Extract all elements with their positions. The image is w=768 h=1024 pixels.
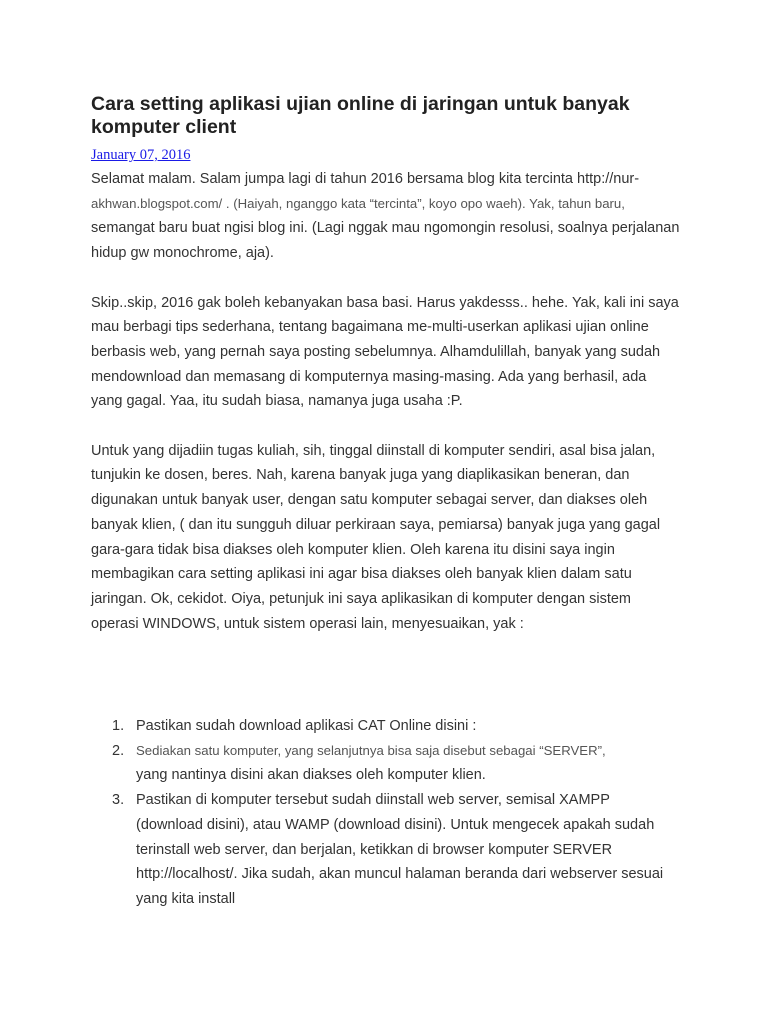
article [91,93,691,907]
paragraph-line: tunjukin ke dosen, beres. Nah, karena banyak juga yang diaplikasikan beneran, dan [91,467,630,484]
article-title: Cara setting aplikasi ujian online di jaringan untuk banyak komputer client [91,93,630,138]
paragraph-line: jaringan. Ok, cekidot. Oiya, petunjuk ini saya aplikasikan di komputer dengan sistem [91,590,632,607]
step-line: yang nantinya disini akan diakses oleh komputer klien. [136,767,486,784]
paragraph-line: mau berbagi tips sederhana, tentang bagaimana me-multi-userkan aplikasi ujian online [91,319,649,336]
paragraph-line: gara-gara tidak bisa diakses oleh komputer klien. Oleh karena itu disini saya ingin [91,541,615,558]
paragraph-intro [91,167,691,266]
step-line: Pastikan di komputer tersebut sudah diinstall web server, semisal XAMPP [136,792,610,809]
paragraph-line: banyak klien, ( dan itu sungguh diluar perkiraan saya, pemiarsa) banyak juga yang gagal [91,516,661,533]
steps-list [112,714,672,912]
step-number: 1. [112,718,125,734]
paragraph-line: hidup gw monochrome, aja). [91,245,274,262]
list-item [112,788,672,912]
step-line: yang kita install [136,890,236,907]
paragraph-line: berbasis web, yang pernah saya posting sebelumnya. Alhamdulillah, banyak yang sudah [91,343,661,360]
paragraph-line: yang gagal. Yaa, itu sudah biasa, namanya juga usaha :P. [91,393,463,410]
list-item [112,714,672,739]
paragraph-explanation [91,439,691,637]
step-line: Pastikan sudah download aplikasi CAT Online disini : [136,718,477,734]
paragraph-line: semangat baru buat ngisi blog ini. (Lagi nggak mau ngomongin resolusi, soalnya perjalanan [91,220,680,237]
step-line: (download disini), atau WAMP (download disini). Untuk mengecek apakah sudah [136,816,655,833]
paragraph-skip [91,291,691,415]
step-line: http://localhost/. Jika sudah, akan muncul halaman beranda dari webserver sesuai [136,866,664,883]
list-item [112,739,672,788]
paragraph-line: membagikan cara setting aplikasi ini agar bisa diakses oleh banyak klien dalam satu [91,566,632,583]
paragraph-line: Untuk yang dijadiin tugas kuliah, sih, tinggal diinstall di komputer sendiri, asal bisa jalan, [91,442,656,459]
step-line: Sediakan satu komputer, yang selanjutnya bisa saja disebut sebagai “SERVER”, [136,742,606,758]
paragraph-line: Skip..skip, 2016 gak boleh kebanyakan basa basi. Harus yakdesss.. hehe. Yak, kali ini saya [91,294,679,311]
post-date-link[interactable]: January 07, 2016 [91,147,191,163]
paragraph-line: mendownload dan memasang di komputernya masing-masing. Ada yang berhasil, ada [91,368,647,385]
paragraph-line: Selamat malam. Salam jumpa lagi di tahun 2016 bersama blog kita tercinta http://nur- [91,171,640,187]
paragraph-line: operasi WINDOWS, untuk sistem operasi lain, menyesuaikan, yak : [91,615,524,632]
paragraph-line: akhwan.blogspot.com/ . (Haiyah, nganggo kata “tercinta”, koyo opo waeh). Yak, tahun baru, [91,195,625,211]
step-number: 2. [112,742,125,759]
step-number: 3. [112,792,125,809]
step-line: terinstall web server, dan berjalan, ketikkan di browser komputer SERVER [136,841,613,858]
paragraph-line: digunakan untuk banyak user, dengan satu komputer sebagai server, dan diakses oleh [91,492,648,509]
